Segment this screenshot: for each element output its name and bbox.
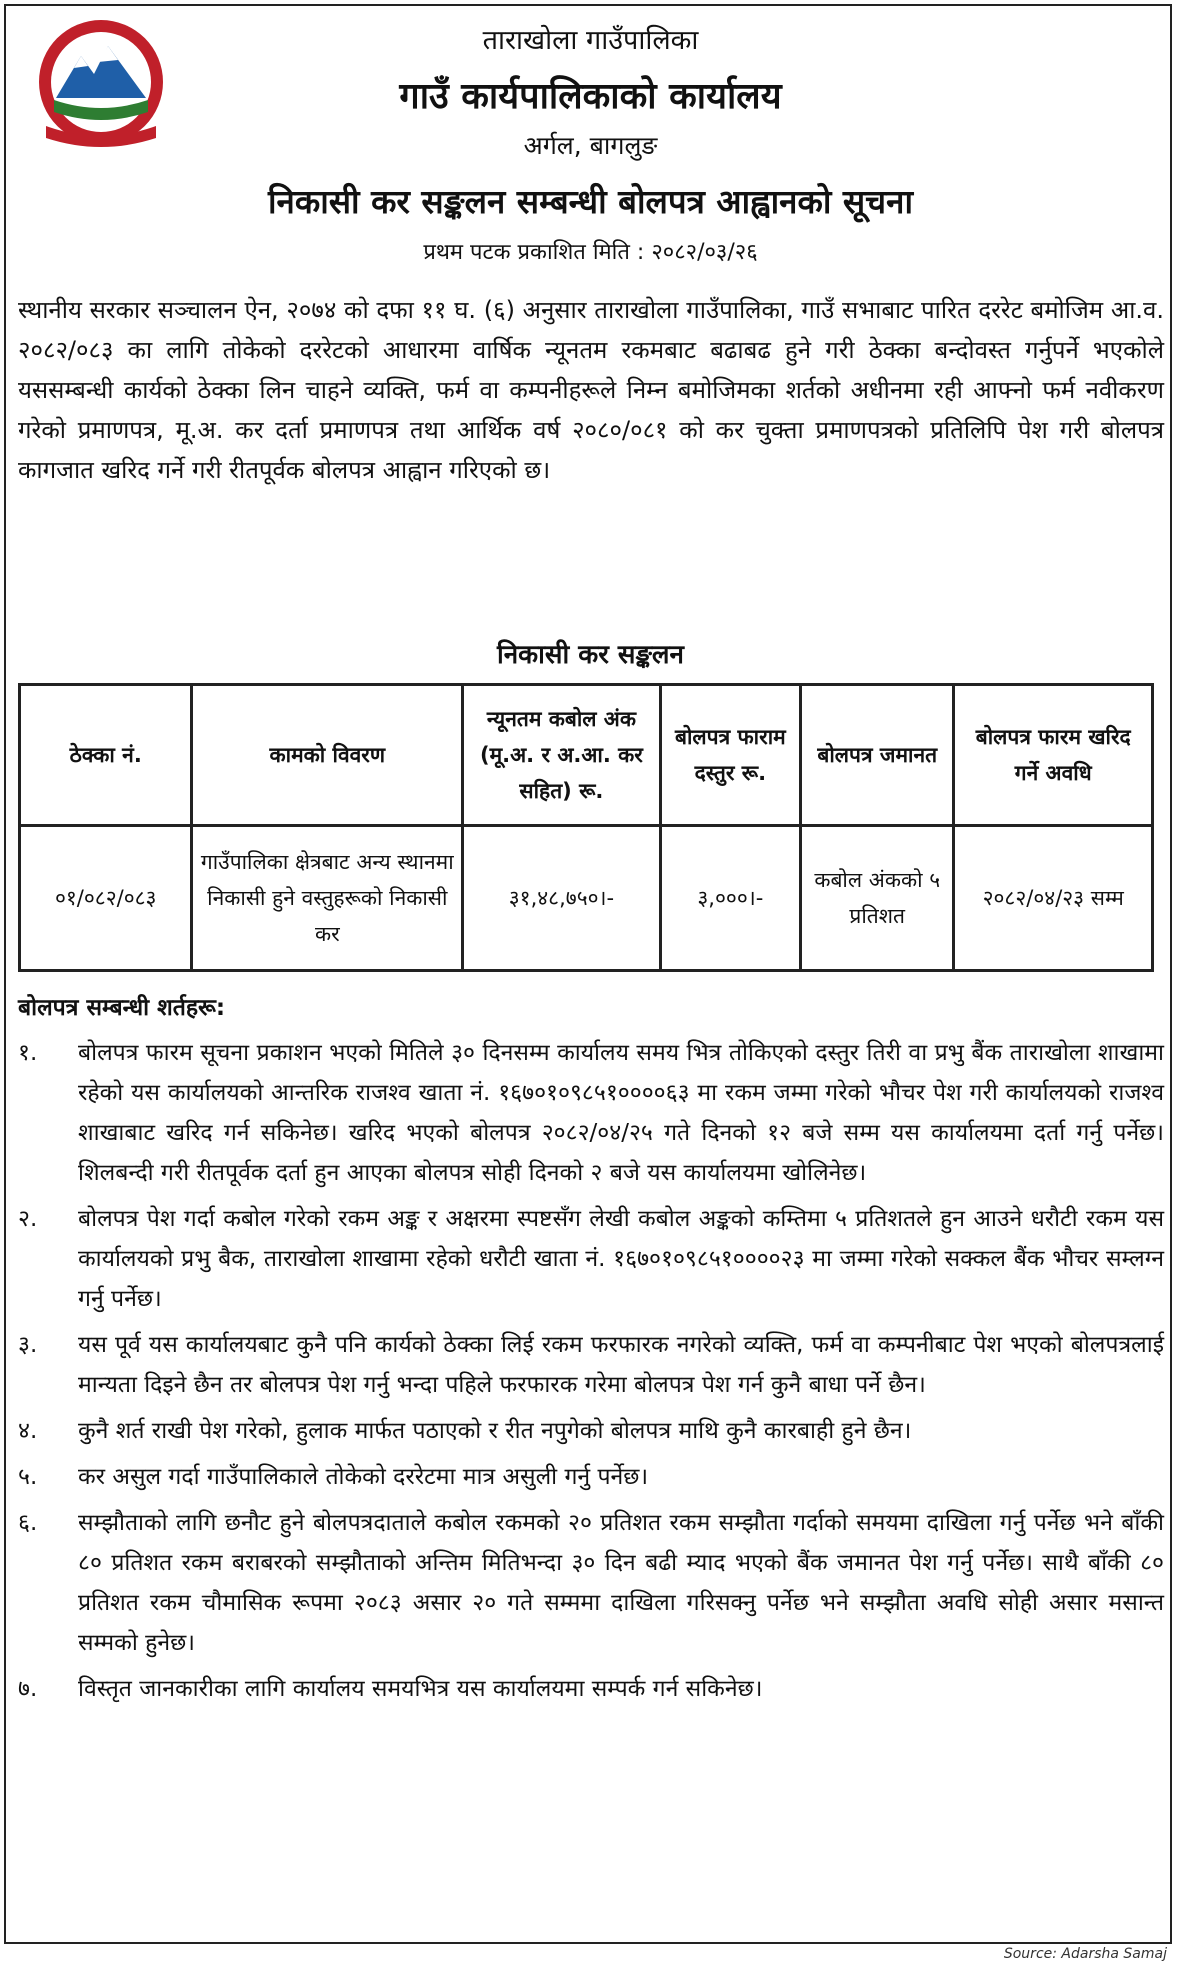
table-header-row: [20, 685, 1153, 826]
condition-number: ४.: [18, 1418, 38, 1444]
condition-item: [18, 1325, 1164, 1405]
condition-text: विस्तृत जानकारीका लागि कार्यालय समयभित्र यस कार्यालयमा सम्पर्क गर्न सकिनेछ।: [78, 1676, 763, 1702]
condition-text: बोलपत्र पेश गर्दा कबोल गरेको रकम अङ्क र अक्षरमा स्पष्टसँग लेखी कबोल अङ्कको कम्तिमा ५ प्रतिशतले हुन आउने धरौटी रकम यस कार्यालयको प्रभु बैक, ताराखोला शाखामा रहेको धरौटी खाता नं. १६७०१०९८५१००००२३ मा जम्मा गरेको सक्कल बैंक भौचर सम्लग्न गर्नु पर्नेछ।: [78, 1206, 1164, 1312]
condition-number: ६.: [18, 1510, 38, 1536]
condition-item: [18, 1669, 1164, 1709]
intro-paragraph: स्थानीय सरकार सञ्चालन ऐन, २०७४ को दफा ११ घ. (६) अनुसार ताराखोला गाउँपालिका, गाउँ सभाबाट पारित दररेट बमोजिम आ.व. २०८२/०८३ का लागि तोकेको दररेटको आधारमा वार्षिक न्यूनतम रकमबाट बढाबढ हुने गरी ठेक्का बन्दोवस्त गर्नुपर्ने भएकोले यससम्बन्धी कार्यको ठेक्का लिन चाहने व्यक्ति, फर्म वा कम्पनीहरूले निम्न बमोजिमका शर्तको अधीनमा रही आफ्नो फर्म नवीकरण गरेको प्रमाणपत्र, मू.अ. कर दर्ता प्रमाणपत्र तथा आर्थिक वर्ष २०८०/०८१ को कर चुक्ता प्रमाणपत्रको प्रतिलिपि पेश गरी बोलपत्र कागजात खरिद गर्ने गरी रीतपूर्वक बोलपत्र आह्वान गरिएको छ।: [18, 296, 1164, 484]
office-location: अर्गल, बागलुङ: [523, 131, 658, 160]
conditions-title: बोलपत्र सम्बन्धी शर्तहरू:: [18, 995, 226, 1021]
condition-text: सम्झौताको लागि छनौट हुने बोलपत्रदाताले कबोल रकमको २० प्रतिशत रकम सम्झौता गर्दाको समयमा दाखिला गर्नु पर्नेछ भने बाँकी ८० प्रतिशत रकम बराबरको सम्झौताको अन्तिम मितिभन्दा ३० दिन बढी म्याद भएको बैंक जमानत पेश गर्नु पर्नेछ। साथै बाँकी ८० प्रतिशत रकम चौमासिक रूपमा २०८३ असार २० गते सम्ममा दाखिला गरिसक्नु पर्नेछ भने सम्झौता अवधि सोही असार मसान्त सम्मको हुनेछ।: [78, 1510, 1164, 1656]
header-contract-no: ठेक्का नं.: [20, 685, 192, 826]
condition-item: [18, 1199, 1164, 1319]
municipality-name: ताराखोला गाउँपालिका: [482, 25, 699, 56]
condition-number: ३.: [18, 1332, 38, 1358]
condition-number: ५.: [18, 1464, 38, 1490]
header-minimum-bid: न्यूनतम कबोल अंक (मू.अ. र अ.आ. कर सहित) रू.: [463, 685, 661, 826]
condition-item: [18, 1457, 1164, 1497]
condition-text: बोलपत्र फारम सूचना प्रकाशन भएको मितिले ३० दिनसम्म कार्यालय समय भित्र तोकिएको दस्तुर तिरी वा प्रभु बैंक ताराखोला शाखामा रहेको यस कार्यालयको आन्तरिक राजश्व खाता नं. १६७०१०९८५१००००६३ मा रकम जम्मा गरेको भौचर पेश गरी कार्यालयको राजश्व शाखाबाट खरिद गर्न सकिनेछ। खरिद भएको बोलपत्र २०८२/०४/२५ गते दिनको १२ बजे सम्म यस कार्यालयमा दर्ता गर्नु पर्नेछ। शिलबन्दी गरी रीतपूर्वक दर्ता हुन आएका बोलपत्र सोही दिनको २ बजे यस कार्यालयमा खोलिनेछ।: [78, 1040, 1164, 1186]
condition-number: १.: [18, 1040, 38, 1066]
cell-bid-security: कबोल अंकको ५ प्रतिशत: [801, 826, 954, 971]
published-date: प्रथम पटक प्रकाशित मिति : २०८२/०३/२६: [423, 240, 758, 265]
notice-title: निकासी कर सङ्कलन सम्बन्धी बोलपत्र आह्वानको सूचना: [267, 182, 913, 221]
condition-text: यस पूर्व यस कार्यालयबाट कुनै पनि कार्यको ठेक्का लिई रकम फरफारक नगरेको व्यक्ति, फर्म वा कम्पनीबाट पेश भएको बोलपत्रलाई मान्यता दिइने छैन तर बोलपत्र पेश गर्नु भन्दा पहिले फरफारक गरेमा बोलपत्र पेश गर्न कुनै बाधा पर्ने छैन।: [78, 1332, 1164, 1398]
header-form-fee: बोलपत्र फाराम दस्तुर रू.: [660, 685, 800, 826]
header-work-description: कामको विवरण: [192, 685, 463, 826]
cell-form-fee: ३,०००।-: [660, 826, 800, 971]
header-bid-security: बोलपत्र जमानत: [801, 685, 954, 826]
condition-item: [18, 1411, 1164, 1451]
condition-text: कुनै शर्त राखी पेश गरेको, हुलाक मार्फत पठाएको र रीत नपुगेको बोलपत्र माथि कुनै कारबाही हुने छैन।: [78, 1418, 912, 1444]
cell-contract-no: ०१/०८२/०८३: [20, 826, 192, 971]
condition-item: [18, 1503, 1164, 1663]
condition-item: [18, 1033, 1164, 1193]
condition-number: ७.: [18, 1676, 38, 1702]
cell-minimum-bid: ३१,४८,७५०।-: [463, 826, 661, 971]
source-credit: Source: Adarsha Samaj: [1003, 1946, 1167, 1962]
header-purchase-period: बोलपत्र फारम खरिद गर्ने अवधि: [954, 685, 1153, 826]
table-row: [20, 826, 1153, 971]
condition-number: २.: [18, 1206, 38, 1232]
cell-work-description: गाउँपालिका क्षेत्रबाट अन्य स्थानमा निकासी हुने वस्तुहरूको निकासी कर: [192, 826, 463, 971]
conditions-list: [18, 1033, 1164, 1715]
cell-purchase-period: २०८२/०४/२३ सम्म: [954, 826, 1153, 971]
office-name: गाउँ कार्यपालिकाको कार्यालय: [399, 76, 782, 117]
table-title: निकासी कर सङ्कलन: [497, 640, 684, 670]
contract-table: [18, 683, 1154, 972]
condition-text: कर असुल गर्दा गाउँपालिकाले तोकेको दररेटमा मात्र असुली गर्नु पर्नेछ।: [78, 1464, 649, 1490]
